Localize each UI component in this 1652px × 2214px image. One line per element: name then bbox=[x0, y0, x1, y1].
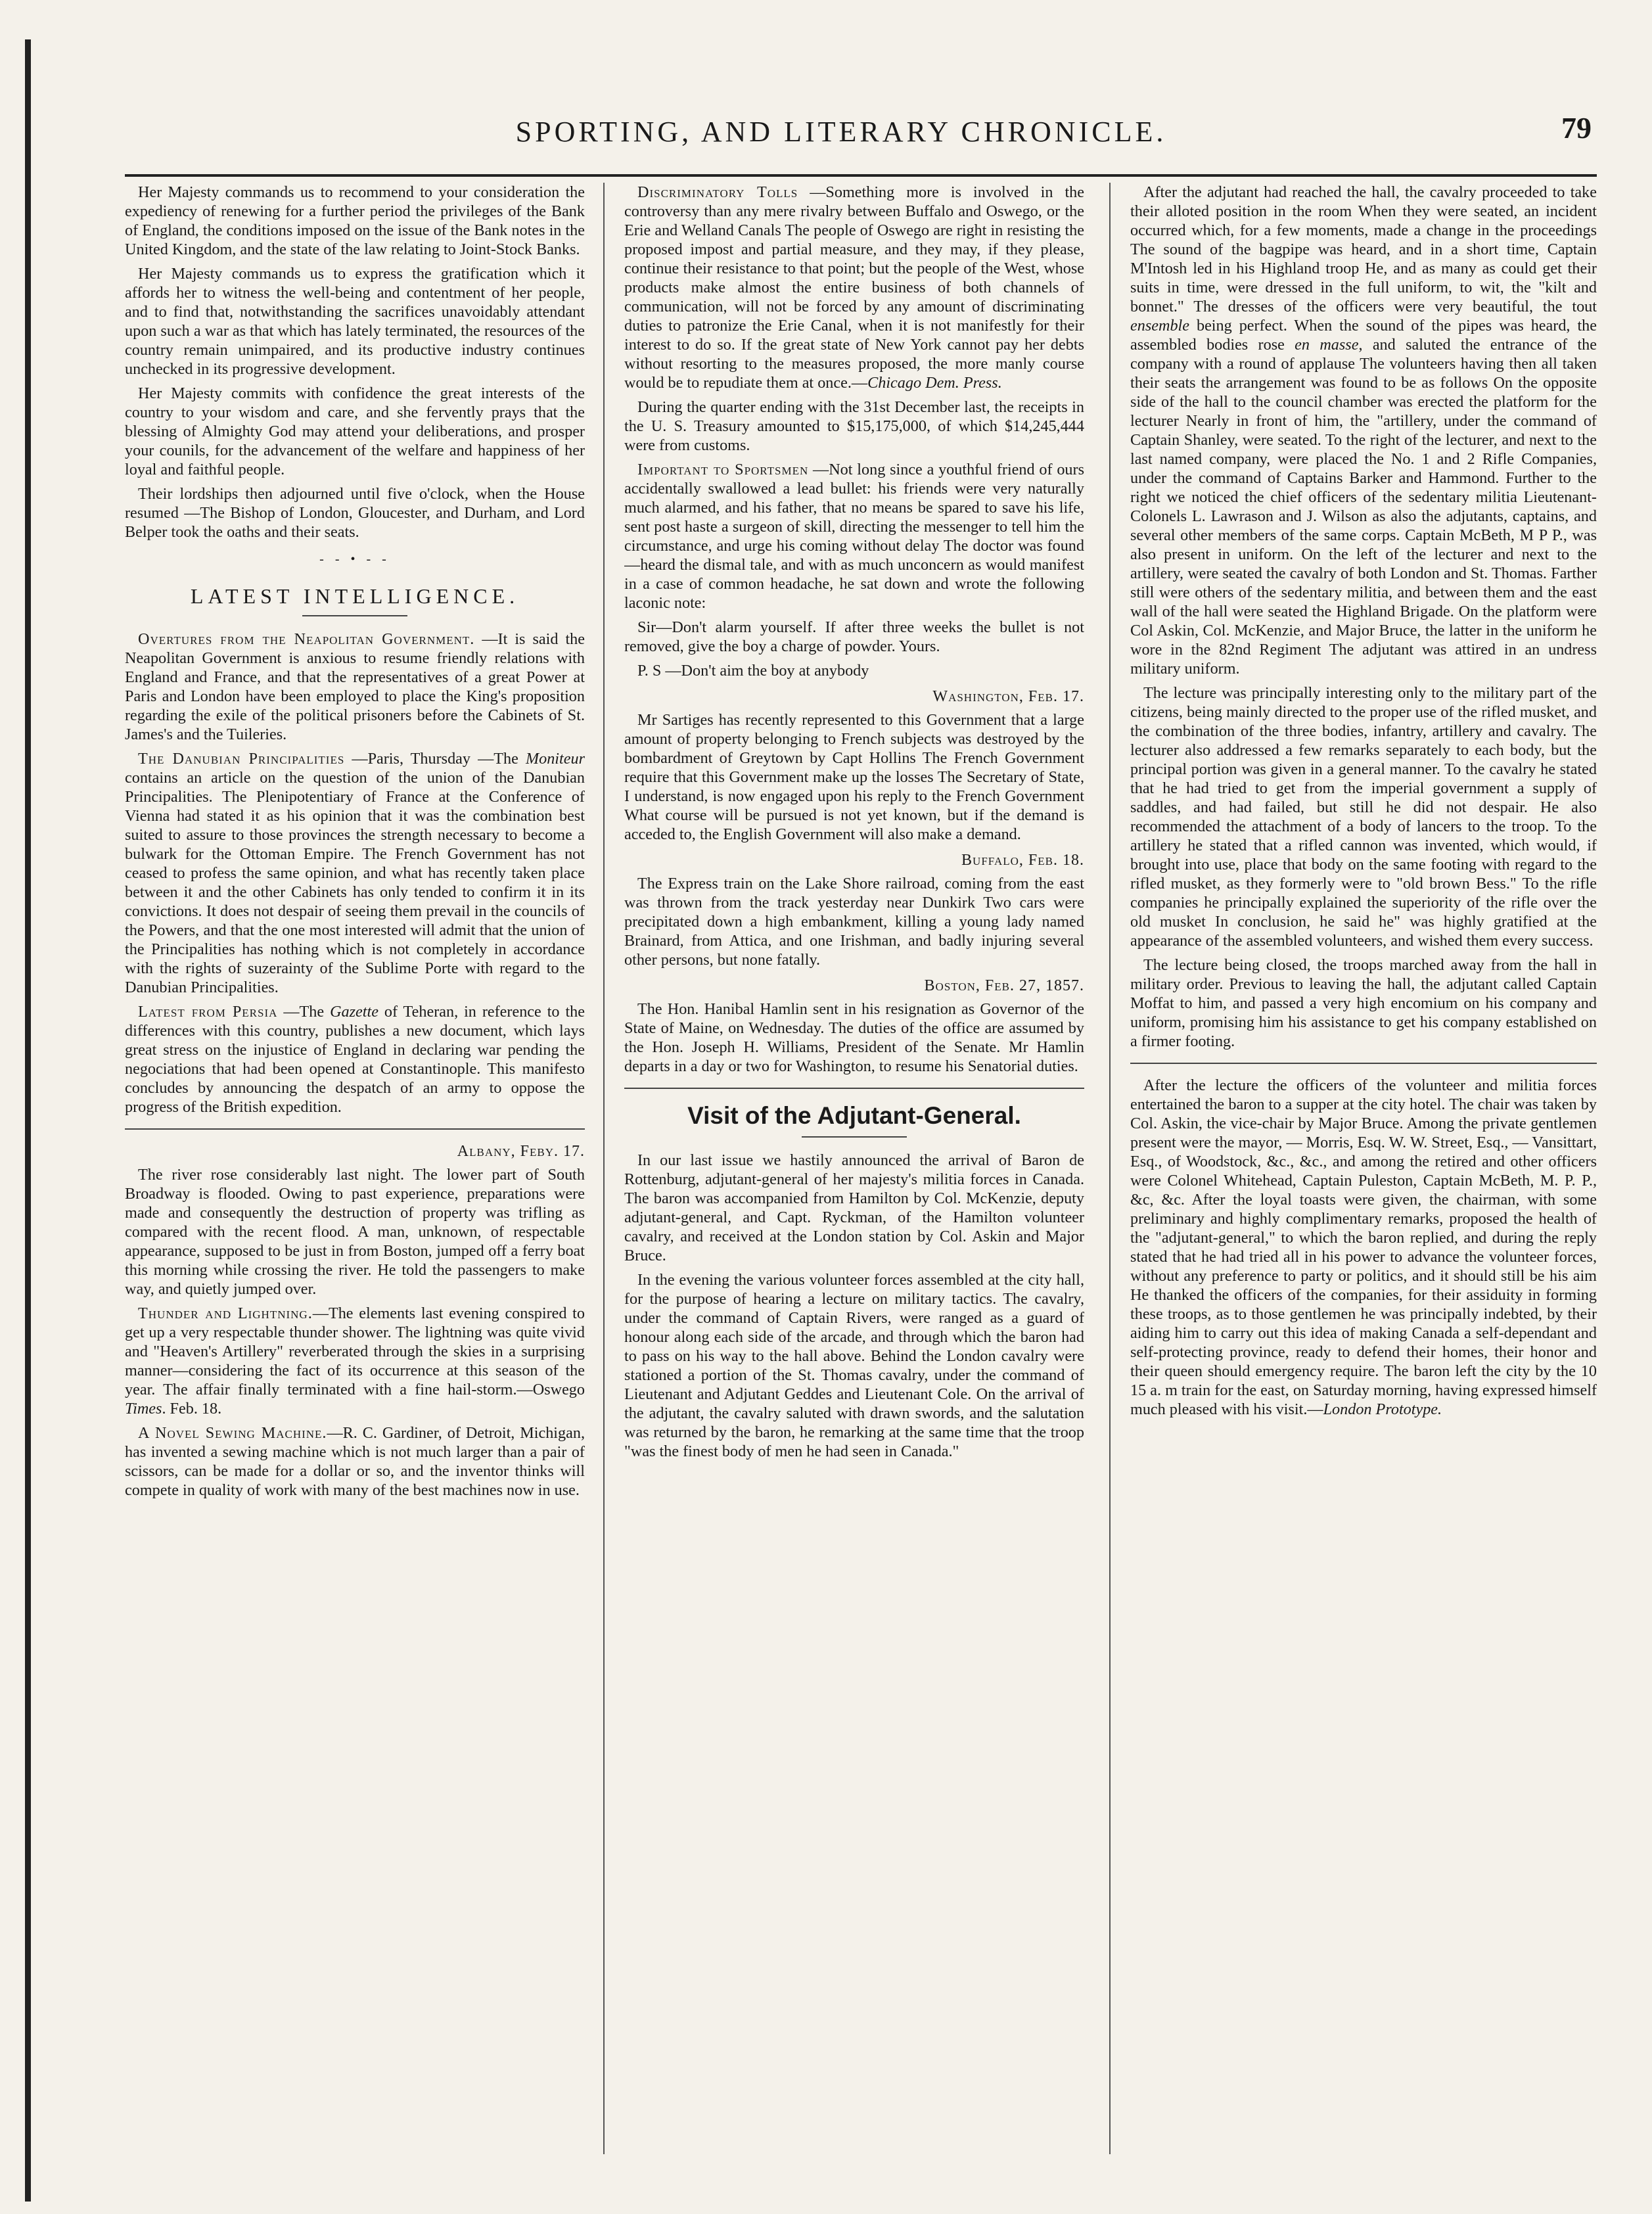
dateline-washington: Washington, Feb. 17. bbox=[932, 688, 1084, 705]
visit-paragraph: The lecture was principally interesting only to the military part of the citizens, being mainly directed to the proper use of the rifled musket, and the combination of the three bodies, infantry, artillery and cavalry. The lecturer also addressed a few remarks separately to each body, but the principal portion was given in a general manner. To the cavalry he stated that he had tried to get from the imperial government a supply of saddles, and had failed, but still he did not despair. He also recommended the attachment of a body of lancers to the troop. To the artillery he stated that a rifled cannon was invented, which would, if brought into use, place that body on the same footing with regard to the rifled musket, as they formerly were to "old brown Bess." To the rifle companies he principally explained the superiority of the rifle over the old musket In conclusion, he said he" was highly gratified at the appearance of the assembled volunteers, and wished them every success. bbox=[1130, 684, 1597, 950]
visit-paragraph: In the evening the various volunteer forces assembled at the city hall, for the purpose of hearing a lecture on military tactics. The cavalry, under the command of Captain Rivers, were ranged as a guard of honour along each side of the arcade, and through which the baron had to pass on his way to the hall above. Behind the London cavalry were stationed a portion of the St. Thomas cavalry, under the command of Lieutenant and Adjutant Geddes and Lieutenant Cole. On the arrival of the adjutant, the cavalry saluted with drawn swords, and the salutation was returned by the baron, he remarking at the same time that the troop "was the finest body of men he had seen in Canada." bbox=[624, 1271, 1084, 1460]
article-treasury: During the quarter ending with the 31st December last, the receipts in the U. S. Treasury amounted to $15,175,000, of which $14,245,444 were from customs. bbox=[624, 398, 1084, 454]
article-lead: The Danubian Principalities bbox=[138, 750, 345, 768]
article-albany: The river rose considerably last night. The lower part of South Broadway is flooded. Owing to past experience, preparations were made and consequently the destruction of property was trifling as compared with the recent flood. A man, unknown, of respectable appearance, supposed to be just in from Boston, jumped off a ferry boat this morning while crossing the river. He told the passengers to make way, and quietly jumped over. bbox=[125, 1166, 585, 1298]
article-sewing-machine: A Novel Sewing Machine.—R. C. Gardiner, of Detroit, Michigan, has invented a sewing machine which is not much larger than a pair of scissors, can be made for a dollar or so, and the inventor thinks will compete in quality of work with many of the best machines now in use. bbox=[125, 1424, 585, 1499]
speech-paragraph: Her Majesty commits with confidence the great interests of the country to your wisdom and care, and she fervently prays that the blessing of Almighty God may attend your deliberations, and prosper your counils, for the advancement of the welfare and happiness of her loyal and faithful people. bbox=[125, 384, 585, 478]
article-lead: Thunder and Lightning. bbox=[138, 1304, 313, 1322]
visit-paragraph: The lecture being closed, the troops marched away from the hall in military order. Previous to leaving the hall, the adjutant called Captain Moffat to him, and passed a very high encomium on his company and uniform, promising him his assistance to get his company established on a firmer footing. bbox=[1130, 956, 1597, 1050]
header-rule bbox=[125, 174, 1597, 177]
doctor-note: Sir—Don't alarm yourself. If after three weeks the bullet is not removed, give the boy a charge of powder. Yours. bbox=[624, 618, 1084, 655]
column-separator bbox=[603, 183, 605, 2154]
article-tolls: Discriminatory Tolls —Something more is involved in the controversy than any mere rivalry between Buffalo and Oswego, or the Erie and Welland Canals The people of Oswego are right in resisting the proposed impost and partial measure, and they may, if they please, continue their resistance to that point; but the people of the West, whose products make almost the entire business of both channels of communication, will not be forced by any amount of discriminating duties to patronize the Erie Canal, when it is not manifestly for their interest to do so. If the great state of New York cannot pay her debts without resorting to the measures proposed, the more manly course would be to repudiate them at once.—Chicago Dem. Press. bbox=[624, 183, 1084, 392]
speech-paragraph: Her Majesty commands us to recommend to your consideration the expediency of renewing for a further period the privileges of the Bank of England, the conditions imposed on the issue of the Bank notes in the United Kingdom, and the state of the law relating to Joint-Stock Banks. bbox=[125, 183, 585, 258]
section-rule bbox=[302, 615, 407, 616]
article-overtures: Overtures from the Neapolitan Government. —It is said the Neapolitan Government is anxious to resume friendly relations with England and France, and that the representatives of a great Power at Paris and London have been employed to place the King's proposition regarding the exile of the political prisoners before the Cabinets of St. James's and the Tuileries. bbox=[125, 630, 585, 743]
article-lead: Discriminatory Tolls bbox=[637, 183, 798, 201]
column-1 bbox=[125, 183, 585, 2194]
article-rule bbox=[624, 1088, 1084, 1089]
visit-paragraph: After the adjutant had reached the hall, the cavalry proceeded to take their alloted position in the room When they were seated, an incident occurred which, for a few moments, made a change in the proceedings The sound of the bagpipe was heard, and in a short time, Captain M'Intosh led in his Highland troop He, and as many as could get their suits in time, were dressed in the full uniform, to wit, the "kilt and bonnet." The dresses of the officers were very beautiful, the tout ensemble being perfect. When the sound of the pipes was heard, the assembled bodies rose en masse, and saluted the entrance of the company with a round of applause The volunteers having then all taken their seats the arrangement was found to be as follows On the opposite side of the hall to the council chamber was erected the platform for the lecturer Nearly in front of him, the "artillery, under the command of Captain Shanley, were seated. To the right of the lecturer, and next to the last named company, were placed the No. 1 and 2 Rifle Companies, under the command of Captains Barker and Hammond. Further to the right we noticed the chief officers of the sedentary militia Lieutenant-Colonels L. Lawrason and J. Wilson as also the adjutants, captains, and several other members of the same corps. Captain McBeth, M P P., was also present in uniform. On the left of the lecturer and next to the artillery, were seated the cavalry of both London and St. Thomas. Farther still were others of the sedentary militia, and between them and the east wall of the hall were seated the Highland Brigade. On the platform were Col Askin, Col. McKenzie, and Major Bruce, the latter in the uniform he wore in the 82nd Regiment The adjutant was attired in an undress military uniform. bbox=[1130, 183, 1597, 678]
article-lead: Latest from Persia bbox=[138, 1003, 278, 1021]
article-thunder: Thunder and Lightning.—The elements last evening conspired to get up a very respectable thunder shower. The lightning was quite vivid and "Heaven's Artillery" reverberated through the skies in a surprising manner—considering the fact of its occurrence at this season of the year. The affair finally terminated with a fine hail-storm.—Oswego Times. Feb. 18. bbox=[125, 1304, 585, 1418]
title-rule bbox=[802, 1136, 907, 1138]
doctor-postscript: P. S —Don't aim the boy at anybody bbox=[637, 662, 869, 680]
article-danubian: The Danubian Principalities —Paris, Thursday —The Moniteur contains an article on the question of the union of the Danubian Principalities. The Plenipotentiary of France at the Conference of Vienna had stated it as his opinion that it was the combination best suited to assure to those provinces the strength necessary to become a bulwark for the Ottoman Empire. The French Government has not ceased to profess the same opinion, and what has recently taken place between it and the other Cabinets has only tended to confirm it in its convictions. It does not despair of seeing them prevail in the councils of the Powers, and that the one most interested will admit that the union of the Principalities has nothing which is not completely in accordance with the rights of suzerainty of the Sublime Porte with regard to the Danubian Principalities. bbox=[125, 750, 585, 996]
running-header: SPORTING, AND LITERARY CHRONICLE. bbox=[515, 116, 1167, 148]
speech-paragraph: Her Majesty commands us to express the gratification which it affords her to witness the well-being and contentment of her people, and to find that, notwithstanding the sacrifices unavoidably attendant upon such a war as that which has lately terminated, the resources of the country remain unimpaired, and its productive industry continues unchecked in its progressive development. bbox=[125, 265, 585, 378]
article-rule bbox=[125, 1128, 585, 1130]
visit-paragraph: After the lecture the officers of the volunteer and militia forces entertained the baron to a supper at the city hotel. The chair was taken by Col. Askin, the vice-chair by Major Bruce. Among the private gentlemen present were the mayor, — Morris, Esq. W. W. Street, Esq., — Vansittart, Esq., of Woodstock, &c., &c., and among the retired and other officers were Colonel Whitehead, Captain Puleston, Captain McBeth, M. P. P., &c, &c. After the loyal toasts were given, the chairman, with some preliminary and highly complimentary remarks, proposed the health of the "adjutant-general," to which the baron replied, and during the reply stated that he had tried all in his power to advance the volunteer forces, without any preference to party or politics, and it should still be his aim He thanked the officers of the companies, for their assiduity in forming these troops, as to those gentlemen he was principally indebted, by their aiding him to carry out this idea of making Canada a self-dependant and self-protecting province, ready to defend their homes, their honor and their queen should emergency require. The baron left the city by the 10 15 a. m train for the east, on Saturday morning, having expressed himself much pleased with his visit.—London Prototype. bbox=[1130, 1076, 1597, 1418]
column-separator bbox=[1109, 183, 1111, 2154]
page-number: 79 bbox=[1561, 111, 1592, 145]
dateline-boston: Boston, Feb. 27, 1857. bbox=[924, 977, 1084, 994]
ornament-divider: - - • - - bbox=[319, 552, 390, 566]
article-sportsmen: Important to Sportsmen —Not long since a youthful friend of ours accidentally swallowed a lead bullet: his friends were very naturally much alarmed, and his father, that no means be spared to save his life, sent post haste a surgeon of skill, directing the messenger to tell him the circumstance, and urge his coming without delay The doctor was found—heard the dismal tale, and with as much unconcern as would manifest in a case of common headache, he sat down and wrote the following laconic note: bbox=[624, 461, 1084, 612]
dateline-albany: Albany, Feby. 17. bbox=[457, 1143, 585, 1160]
article-lead: A Novel Sewing Machine. bbox=[138, 1424, 327, 1442]
column-2 bbox=[624, 183, 1084, 2194]
article-rule bbox=[1130, 1063, 1597, 1064]
page-binding-edge bbox=[25, 39, 31, 2202]
adjournment-paragraph: Their lordships then adjourned until five o'clock, when the House resumed —The Bishop of London, Gloucester, and Durham, and Lord Belper took the oaths and their seats. bbox=[125, 485, 585, 541]
dateline-buffalo: Buffalo, Feb. 18. bbox=[961, 852, 1084, 869]
columns bbox=[125, 183, 1597, 2194]
article-buffalo: The Express train on the Lake Shore railroad, coming from the east was thrown from the track yesterday near Dunkirk Two cars were precipitated down a high embankment, killing a young lady named Brainard, from Attica, and one Irishman, and badly injuring several other persons, but none fatally. bbox=[624, 875, 1084, 969]
article-boston: The Hon. Hanibal Hamlin sent in his resignation as Governor of the State of Maine, on Wednesday. The duties of the office are assumed by the Hon. Joseph H. Williams, President of the Senate. Mr Hamlin departs in a day or two for Washington, to resume his Senatorial duties. bbox=[624, 1000, 1084, 1075]
article-title: Visit of the Adjutant-General. bbox=[687, 1102, 1021, 1129]
section-title: LATEST INTELLIGENCE. bbox=[190, 584, 520, 608]
visit-paragraph: In our last issue we hastily announced the arrival of Baron de Rottenburg, adjutant-general of her majesty's militia forces in Canada. The baron was accompanied from Hamilton by Col. McKenzie, deputy adjutant-general, and Capt. Ryckman, of the Hamilton volunteer cavalry, and received at the London station by Col. Askin and Major Bruce. bbox=[624, 1151, 1084, 1264]
article-persia: Latest from Persia —The Gazette of Teheran, in reference to the differences with this country, publishes a new document, which lays great stress on the injustice of England in declaring war pending the negociations that had been opened at Constantinople. This manifesto concludes by announcing the despatch of an army to oppose the progress of the British expedition. bbox=[125, 1003, 585, 1116]
article-lead: Important to Sportsmen bbox=[637, 461, 809, 478]
article-lead: Overtures from the Neapolitan Government. bbox=[138, 630, 475, 648]
column-3 bbox=[1130, 183, 1597, 2194]
article-washington: Mr Sartiges has recently represented to this Government that a large amount of property belonging to French subjects was destroyed by the bombardment of Greytown by Capt Hollins The French Government require that this Government make up the losses The Secretary of State, I understand, is now engaged upon his reply to the French Government What course will be pursued is not yet known, but if the demand is acceded to, the English Government will also make a demand. bbox=[624, 711, 1084, 843]
